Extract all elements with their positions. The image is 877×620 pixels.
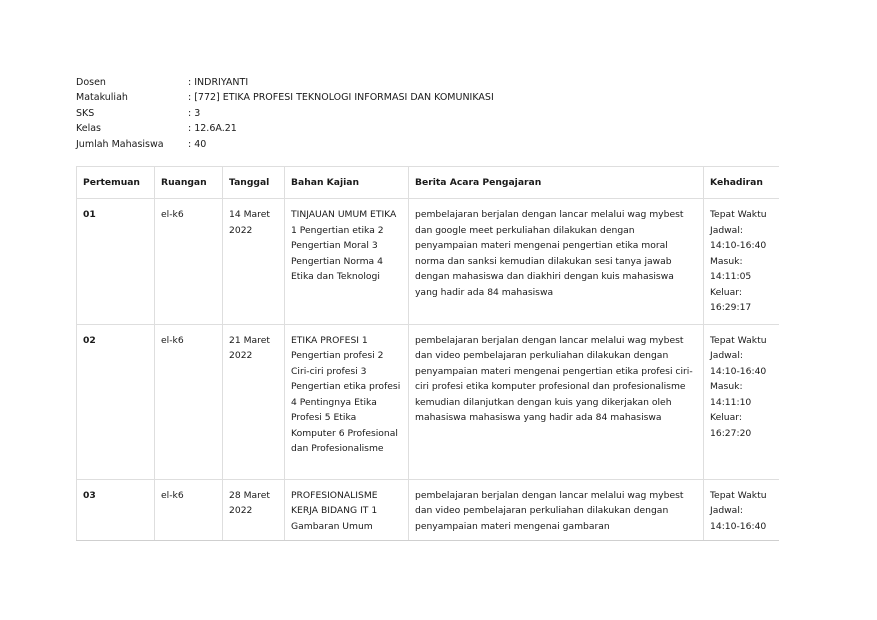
info-row-matakuliah xyxy=(76,90,494,105)
info-value: : 12.6A.21 xyxy=(188,123,237,135)
info-row-sks xyxy=(76,106,494,121)
teaching-report-table xyxy=(76,166,779,541)
cell-ruangan: el-k6 xyxy=(155,199,223,325)
info-value: : 40 xyxy=(188,138,207,150)
table-row xyxy=(77,199,780,325)
cell-pertemuan: 02 xyxy=(77,324,155,479)
column-header-tanggal: Tanggal xyxy=(223,167,285,199)
column-header-bahan-kajian: Bahan Kajian xyxy=(285,167,409,199)
cell-ruangan: el-k6 xyxy=(155,479,223,541)
info-label: Matakuliah xyxy=(76,92,128,104)
info-row-jumlah-mahasiswa xyxy=(76,137,494,152)
column-header-ruangan: Ruangan xyxy=(155,167,223,199)
cell-berita-acara: pembelajaran berjalan dengan lancar melalui wag mybest dan google meet perkuliahan dilakukan dengan penyampaian materi mengenai pengertian etika moral norma dan sanksi kemudian dilakukan sesi tanya jawab dengan mahasiswa dan diakhiri dengan kuis mahasiswa yang hadir ada 84 mahasiswa xyxy=(409,199,704,325)
cell-tanggal: 21 Maret 2022 xyxy=(223,324,285,479)
info-value: : [772] ETIKA PROFESI TEKNOLOGI INFORMASI DAN KOMUNIKASI xyxy=(188,92,494,104)
info-row-dosen xyxy=(76,75,494,90)
info-label: Kelas xyxy=(76,123,102,135)
cell-berita-acara: pembelajaran berjalan dengan lancar melalui wag mybest dan video pembelajaran perkuliahan dilakukan dengan penyampaian materi mengenai gambaran xyxy=(409,479,704,541)
cell-kehadiran: Tepat Waktu Jadwal: 14:10-16:40 Masuk: 14:11:10 Keluar: 16:27:20 xyxy=(704,324,780,479)
table-header-row xyxy=(77,167,780,199)
cell-bahan-kajian: TINJAUAN UMUM ETIKA 1 Pengertian etika 2 Pengertian Moral 3 Pengertian Norma 4 Etika dan Teknologi xyxy=(285,199,409,325)
cell-bahan-kajian: PROFESIONALISME KERJA BIDANG IT 1 Gambaran Umum xyxy=(285,479,409,541)
cell-bahan-kajian: ETIKA PROFESI 1 Pengertian profesi 2 Ciri-ciri profesi 3 Pengertian etika profesi 4 Pentingnya Etika Profesi 5 Etika Komputer 6 Profesional dan Profesionalisme xyxy=(285,324,409,479)
cell-pertemuan: 03 xyxy=(77,479,155,541)
cell-kehadiran: Tepat Waktu Jadwal: 14:10-16:40 xyxy=(704,479,780,541)
report-table xyxy=(76,166,779,541)
info-row-kelas xyxy=(76,121,494,136)
cell-berita-acara: pembelajaran berjalan dengan lancar melalui wag mybest dan video pembelajaran perkuliahan dilakukan dengan penyampaian materi mengenai pengertian etika profesi ciri-ciri profesi etika komputer profesional dan profesionalisme kemudian dilanjutkan dengan kuis yang dikerjakan oleh mahasiswa mahasiswa yang hadir ada 84 mahasiswa xyxy=(409,324,704,479)
column-header-kehadiran: Kehadiran xyxy=(704,167,780,199)
column-header-pertemuan: Pertemuan xyxy=(77,167,155,199)
info-label: SKS xyxy=(76,107,95,119)
info-label: Jumlah Mahasiswa xyxy=(76,138,164,150)
cell-pertemuan: 01 xyxy=(77,199,155,325)
info-label: Dosen xyxy=(76,77,106,88)
course-info xyxy=(76,75,494,152)
table-row xyxy=(77,324,780,479)
cell-tanggal: 14 Maret 2022 xyxy=(223,199,285,325)
column-header-berita-acara: Berita Acara Pengajaran xyxy=(409,167,704,199)
info-value: : INDRIYANTI xyxy=(188,77,249,88)
table-row xyxy=(77,479,780,541)
cell-ruangan: el-k6 xyxy=(155,324,223,479)
info-value: : 3 xyxy=(188,107,201,119)
cell-tanggal: 28 Maret 2022 xyxy=(223,479,285,541)
cell-kehadiran: Tepat Waktu Jadwal: 14:10-16:40 Masuk: 14:11:05 Keluar: 16:29:17 xyxy=(704,199,780,325)
